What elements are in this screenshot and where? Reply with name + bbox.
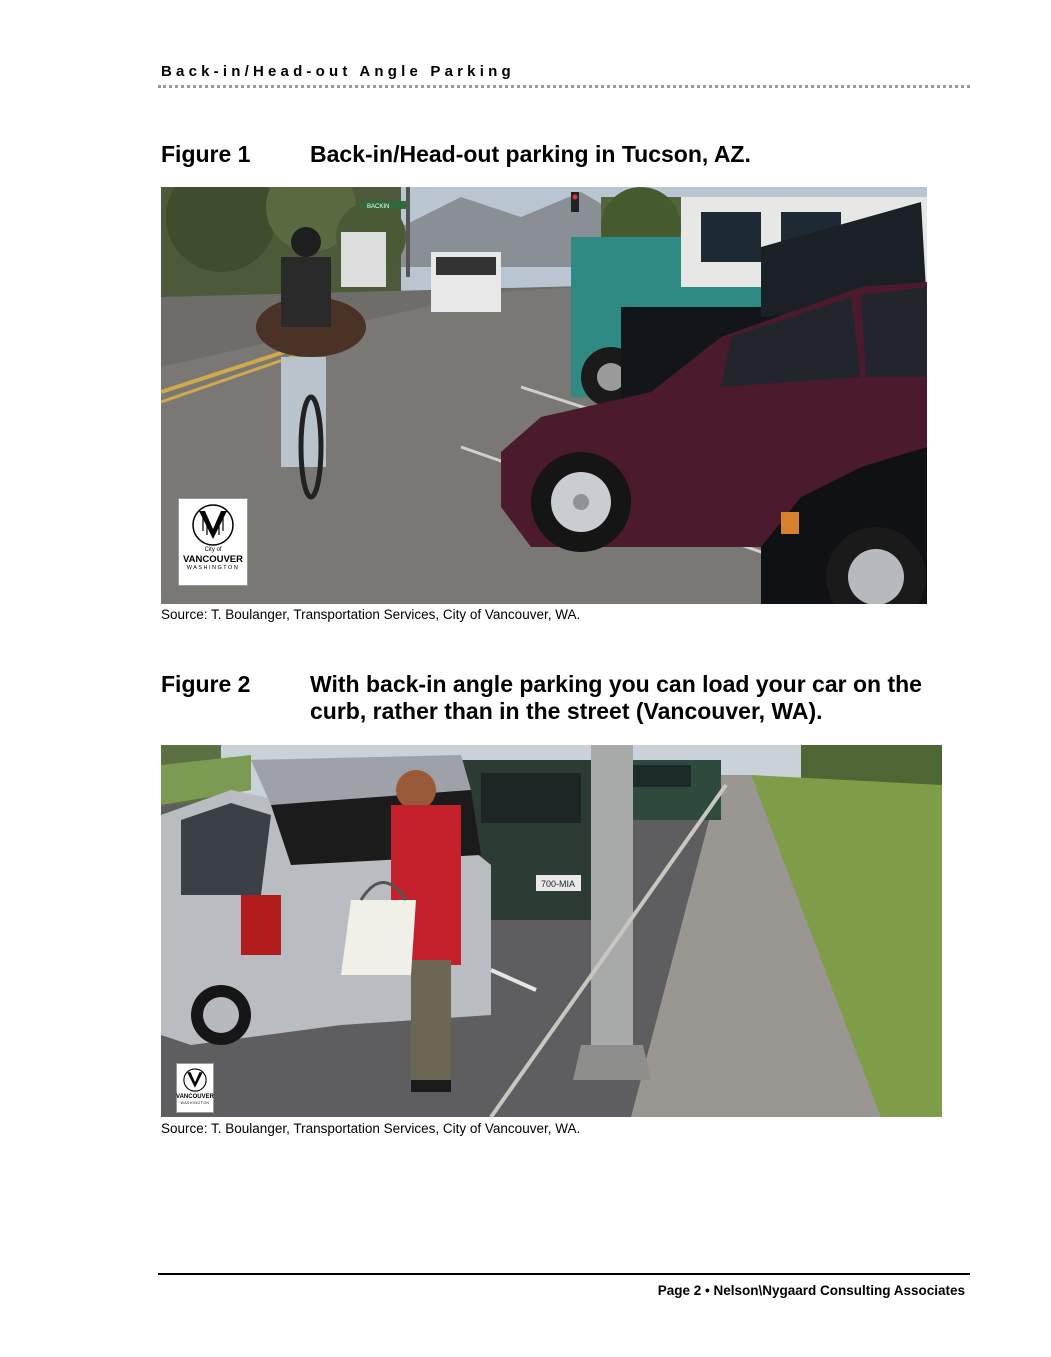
logo-city-of: City of [204,547,222,553]
tucson-street-photo [161,187,927,604]
license-plate-text: 700-MIA [541,879,576,889]
vancouver-v-emblem-icon [186,503,240,547]
figure-2-title: With back-in angle parking you can load your car on the curb, rather than in the street (Vancouver, WA). [310,671,922,724]
figure-1-source: Source: T. Boulanger, Transportation Services, City of Vancouver, WA. [161,607,581,622]
city-of-vancouver-logo-small [176,1063,214,1113]
footer-rule [158,1273,970,1275]
figure-2-photo [161,745,942,1117]
vancouver-v-emblem-icon [180,1066,210,1094]
logo-state: WASHINGTON [186,565,240,571]
header-dotted-rule [158,85,970,88]
city-of-vancouver-logo [178,498,248,586]
logo-city-name: VANCOUVER [183,554,243,565]
footer-page-info: Page 2 • Nelson\Nygaard Consulting Associates [657,1283,965,1298]
vancouver-curb-loading-photo [161,745,942,1117]
logo-state: WASHINGTON [180,1101,210,1105]
logo-city-name: VANCOUVER [176,1094,214,1100]
figure-1-photo [161,187,927,604]
figure-2-label: Figure 2 [161,671,251,697]
figure-2-source: Source: T. Boulanger, Transportation Services, City of Vancouver, WA. [161,1121,581,1136]
figure-1-title: Back-in/Head-out parking in Tucson, AZ. [310,141,751,167]
running-header: Back-in/Head-out Angle Parking [161,63,515,80]
figure-1-label: Figure 1 [161,141,251,167]
street-sign-text: BACKIN [367,204,390,210]
